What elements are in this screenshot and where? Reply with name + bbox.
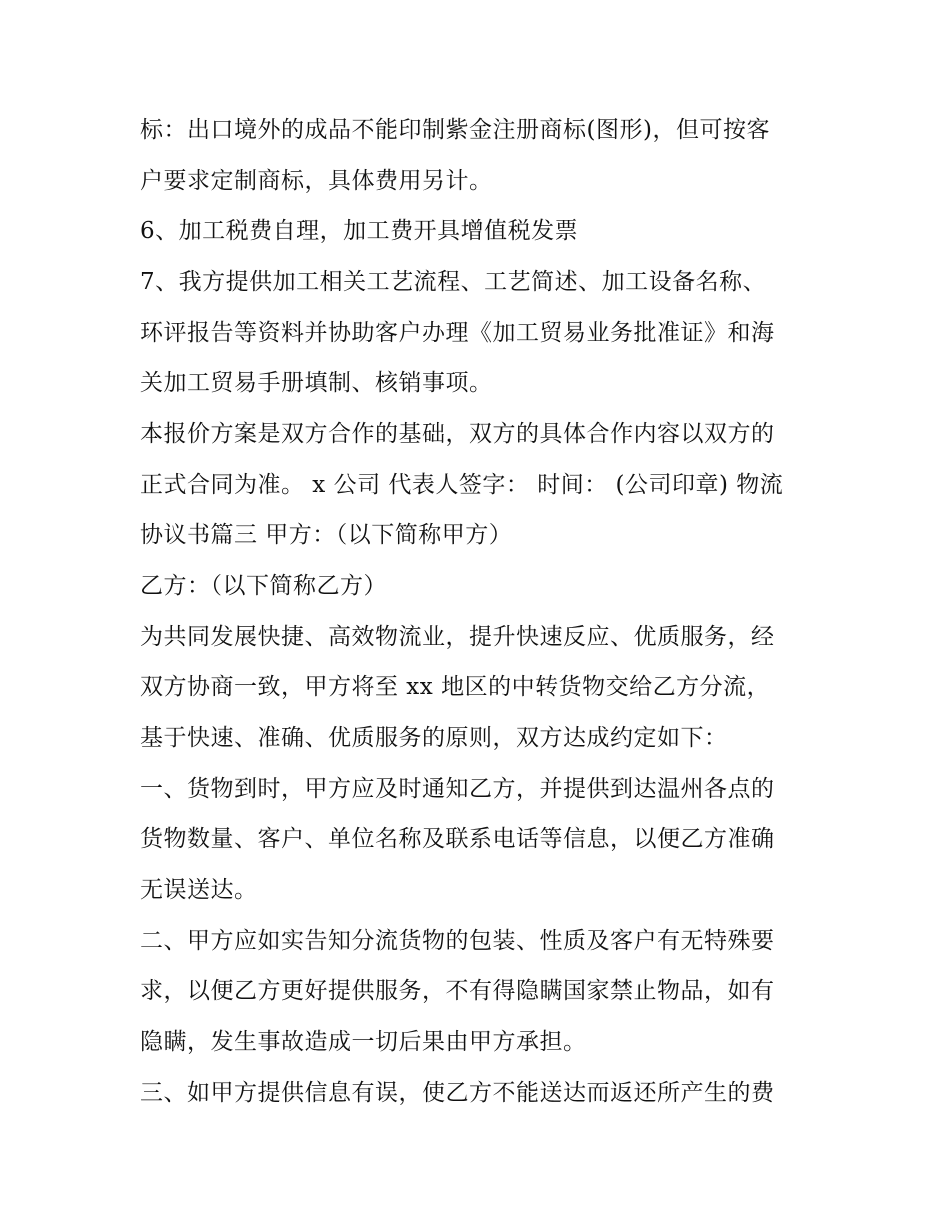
- text-line: 7、我方提供加工相关工艺流程、工艺简述、加工设备名称、: [140, 269, 767, 295]
- text-line: 隐瞒，发生事故造成一切后果由甲方承担。: [140, 1029, 587, 1055]
- text-line: 正式合同为准。 x 公司 代表人签字： 时间： (公司印章) 物流: [140, 472, 784, 498]
- text-line: 户要求定制商标，具体费用另计。: [140, 168, 493, 194]
- text-line: 一、货物到时，甲方应及时通知乙方，并提供到达温州各点的: [140, 776, 775, 802]
- text-line: 三、如甲方提供信息有误，使乙方不能送达而返还所产生的费: [140, 1080, 775, 1106]
- text-line: 关加工贸易手册填制、核销事项。: [140, 370, 493, 396]
- text-line: 乙方：（以下简称乙方）: [140, 573, 387, 599]
- text-line: 协议书篇三 甲方：（以下简称甲方）: [140, 522, 513, 548]
- text-line: 二、甲方应如实告知分流货物的包装、性质及客户有无特殊要: [140, 928, 775, 954]
- text-line: 双方协商一致，甲方将至 xx 地区的中转货物交给乙方分流，: [140, 674, 771, 700]
- text-line: 6、加工税费自理，加工费开具增值税发票: [140, 218, 579, 244]
- text-line: 为共同发展快捷、高效物流业，提升快速反应、优质服务，经: [140, 624, 775, 650]
- text-line: 本报价方案是双方合作的基础，双方的具体合作内容以双方的: [140, 421, 775, 447]
- text-line: 求，以便乙方更好提供服务，不有得隐瞒国家禁止物品，如有: [140, 978, 775, 1004]
- text-line: 标：出口境外的成品不能印制紫金注册商标(图形)，但可按客: [140, 117, 770, 143]
- text-line: 无误送达。: [140, 877, 258, 903]
- text-line: 环评报告等资料并协助客户办理《加工贸易业务批准证》和海: [140, 320, 775, 346]
- text-line: 基于快速、准确、优质服务的原则，双方达成约定如下：: [140, 725, 728, 751]
- text-line: 货物数量、客户、单位名称及联系电话等信息，以便乙方准确: [140, 826, 775, 852]
